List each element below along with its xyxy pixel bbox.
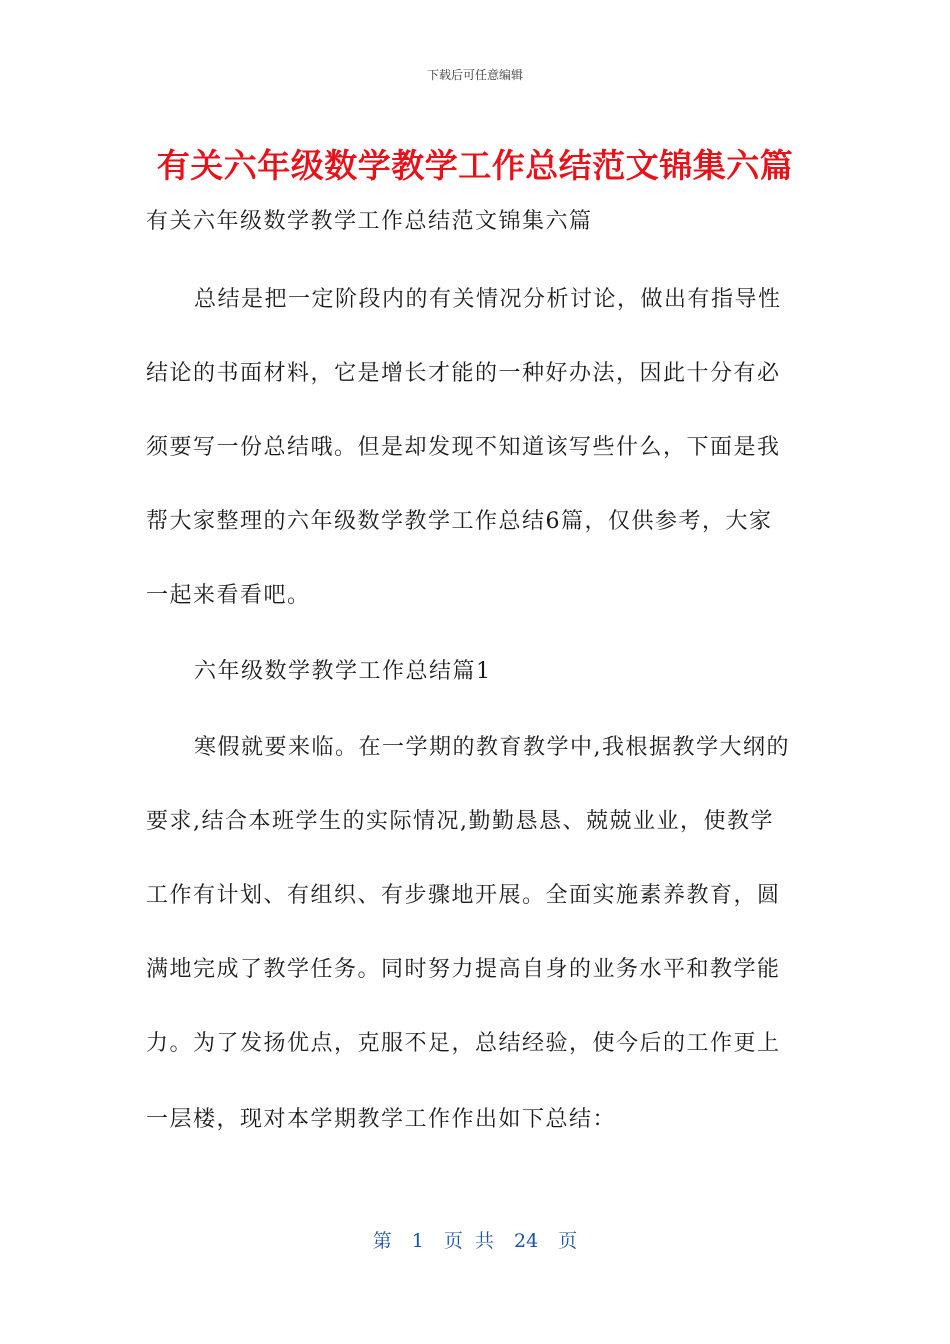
section-heading: 六年级数学教学工作总结篇1 xyxy=(194,659,492,684)
page-footer xyxy=(0,1226,950,1253)
paragraph-line: 寒假就要来临。在一学期的教育教学中,我根据教学大纲的 xyxy=(194,735,790,760)
paragraph-line: 须要写一份总结哦。但是却发现不知道该写些什么，下面是我 xyxy=(146,435,781,460)
paragraph-line: 工作有计划、有组织、有步骤地开展。全面实施素养教育，圆 xyxy=(146,883,781,908)
document-title: 有关六年级数学教学工作总结范文锦集六篇 xyxy=(156,146,794,185)
subtitle-line: 有关六年级数学教学工作总结范文锦集六篇 xyxy=(146,209,593,234)
footer-page-number: 1 xyxy=(411,1230,424,1252)
paragraph-line: 总结是把一定阶段内的有关情况分析讨论，做出有指导性 xyxy=(194,287,782,312)
paragraph-line: 帮大家整理的六年级数学教学工作总结6篇，仅供参考，大家 xyxy=(146,509,773,534)
footer-middle: 页 共 xyxy=(443,1230,494,1252)
paragraph-line: 满地完成了教学任务。同时努力提高自身的业务水平和教学能 xyxy=(146,957,781,982)
paragraph-line: 结论的书面材料，它是增长才能的一种好办法，因此十分有必 xyxy=(146,361,781,386)
paragraph-line: 力。为了发扬优点，克服不足，总结经验，使今后的工作更上 xyxy=(146,1031,781,1056)
header-note: 下载后可任意编辑 xyxy=(426,68,523,82)
footer-suffix: 页 xyxy=(558,1230,578,1252)
paragraph-line: 一起来看看吧。 xyxy=(146,583,311,608)
paragraph-line: 一层楼，现对本学期教学工作作出如下总结： xyxy=(146,1107,617,1132)
footer-total-pages: 24 xyxy=(514,1230,539,1252)
paragraph-line: 要求,结合本班学生的实际情况,勤勤恳恳、兢兢业业，使教学 xyxy=(146,809,774,834)
footer-prefix: 第 xyxy=(372,1230,392,1252)
